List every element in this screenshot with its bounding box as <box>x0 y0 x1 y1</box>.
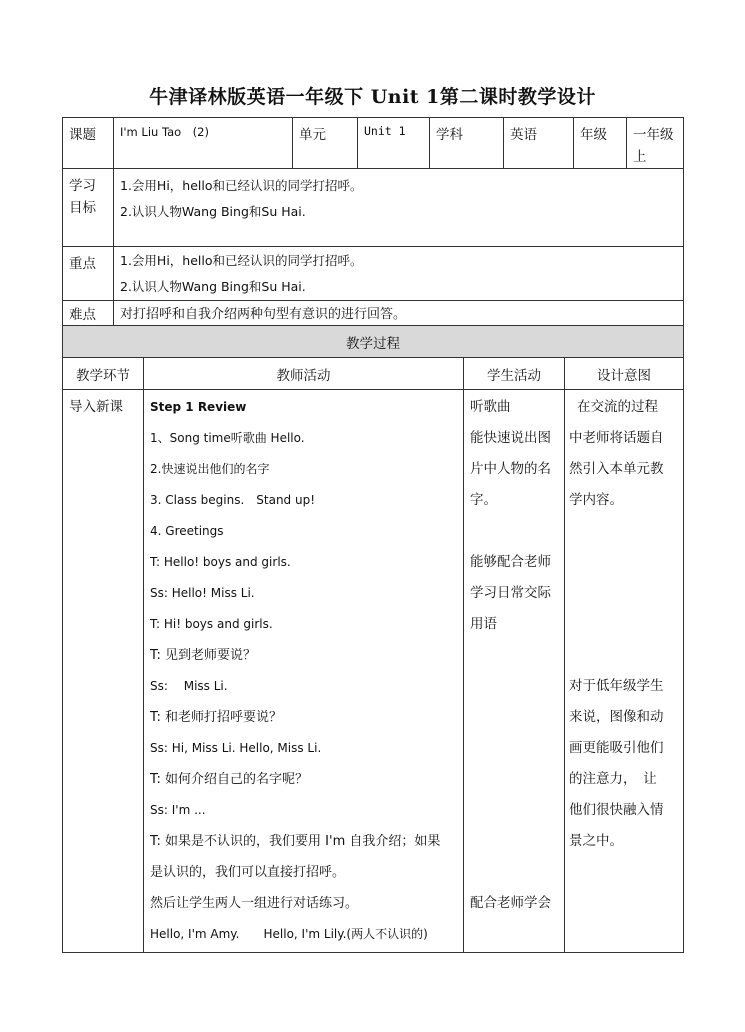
key-points-label: 重点 <box>63 247 114 301</box>
student-line: 听歌曲 <box>470 399 511 415</box>
student-line: 能够配合老师 <box>470 554 551 570</box>
grade-value: 一年级上 <box>627 118 684 169</box>
student-line: 能快速说出图 <box>470 430 551 446</box>
difficulty-content: 对打招呼和自我介绍两种句型有意识的进行回答。 <box>114 301 684 327</box>
topic-label: 课题 <box>63 118 114 169</box>
teacher-activity-cell <box>144 390 464 953</box>
student-line <box>464 671 564 702</box>
column-header-student: 学生活动 <box>464 358 565 390</box>
key-point-line: 2.认识人物Wang Bing和Su Hai. <box>120 279 306 294</box>
key-points-content <box>114 247 684 301</box>
teacher-line: Ss: Miss Li. <box>150 679 228 693</box>
grade-label: 年级 <box>574 118 627 169</box>
info-table <box>62 117 684 327</box>
design-line: 他们很快融入情 <box>569 802 664 818</box>
design-line: 中老师将话题自 <box>569 430 664 446</box>
student-line: 配合老师学会 <box>470 895 551 911</box>
student-line <box>464 516 564 547</box>
column-header-teacher: 教师活动 <box>144 358 464 390</box>
student-activity-cell <box>464 390 565 953</box>
student-line: 字。 <box>470 492 497 508</box>
teacher-line: 2.快速说出他们的名字 <box>150 462 270 476</box>
teacher-line: T: Hi! boys and girls. <box>150 617 273 631</box>
teacher-line: T: 见到老师要说？ <box>150 648 257 663</box>
teacher-line: T: 如何介绍自己的名字呢？ <box>150 772 309 787</box>
difficulty-label: 难点 <box>63 301 114 327</box>
unit-value: Unit 1 <box>358 118 430 169</box>
teacher-line: Ss: Hello! Miss Li. <box>150 586 255 600</box>
design-line <box>565 640 683 671</box>
teacher-line: 是认识的，我们可以直接打招呼。 <box>150 865 346 880</box>
student-line: 学习日常交际 <box>470 585 551 601</box>
student-line <box>464 702 564 733</box>
design-line <box>565 609 683 640</box>
teacher-line: Ss: I'm ... <box>150 803 206 817</box>
student-line <box>464 640 564 671</box>
design-line: 景之中。 <box>569 833 623 849</box>
key-point-line: 1.会用Hi，hello和已经认识的同学打招呼。 <box>120 253 363 268</box>
design-line <box>565 516 683 547</box>
goals-content <box>114 169 684 247</box>
subject-value: 英语 <box>504 118 574 169</box>
design-line: 来说，图像和动 <box>569 709 664 725</box>
design-line: 在交流的过程 <box>577 399 658 415</box>
unit-label: 单元 <box>293 118 358 169</box>
teacher-line: 1、Song time听歌曲 Hello. <box>150 431 305 445</box>
student-line <box>464 764 564 795</box>
column-header-stage: 教学环节 <box>63 358 144 390</box>
design-line: 对于低年级学生 <box>569 678 664 694</box>
design-line: 学内容。 <box>569 492 623 508</box>
design-intent-cell <box>565 390 684 953</box>
stage-cell: 导入新课 <box>63 390 144 953</box>
teacher-line: Hello, I'm Amy. Hello, I'm Lily.(两人不认识的) <box>150 927 428 941</box>
student-line: 片中人物的名 <box>470 461 551 477</box>
teacher-line: 4. Greetings <box>150 524 224 538</box>
goal-line: 2.认识人物Wang Bing和Su Hai. <box>120 204 306 219</box>
process-table <box>62 325 684 953</box>
column-header-design: 设计意图 <box>565 358 684 390</box>
process-header: 教学过程 <box>63 326 684 358</box>
goal-line: 1.会用Hi，hello和已经认识的同学打招呼。 <box>120 178 363 193</box>
student-line <box>464 857 564 888</box>
goals-label: 学习目标 <box>63 169 114 247</box>
page-title: 牛津译林版英语一年级下 Unit 1第二课时教学设计 <box>149 86 596 108</box>
teacher-line: 然后让学生两人一组进行对话练习。 <box>150 896 359 911</box>
design-line <box>565 547 683 578</box>
design-line: 的注意力， 让 <box>569 771 657 787</box>
topic-value: I'm Liu Tao (2) <box>114 118 293 169</box>
student-line <box>464 826 564 857</box>
design-line: 画更能吸引他们 <box>569 740 664 756</box>
teacher-line: Ss: Hi, Miss Li. Hello, Miss Li. <box>150 741 322 755</box>
teacher-line: 3. Class begins. Stand up! <box>150 493 316 507</box>
teacher-line: Step 1 Review <box>150 400 247 414</box>
student-line: 用语 <box>470 616 497 632</box>
teacher-line: T: 如果是不认识的，我们要用 I'm 自我介绍；如果 <box>150 834 441 849</box>
student-line <box>464 795 564 826</box>
subject-label: 学科 <box>430 118 504 169</box>
design-line <box>565 578 683 609</box>
student-line <box>464 733 564 764</box>
design-line: 然引入本单元教 <box>569 461 664 477</box>
teacher-line: T: Hello! boys and girls. <box>150 555 291 569</box>
teacher-line: T: 和老师打招呼要说？ <box>150 710 283 725</box>
